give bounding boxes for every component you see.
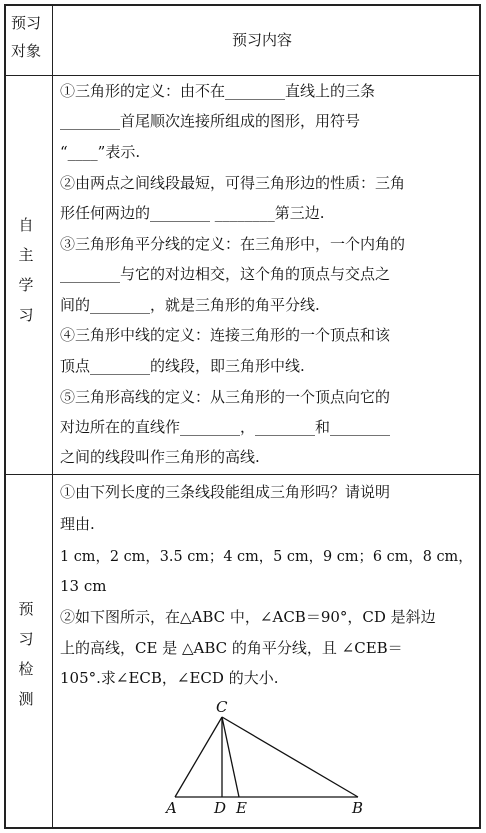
section1-line: ②由两点之间线段最短，可得三角形边的性质：三角	[60, 174, 406, 192]
section2-line: 上的高线，CE 是 △ABC 的角平分线，且 ∠CEB＝	[60, 639, 403, 657]
table-border-right	[479, 4, 481, 828]
section1-label-char: 主	[18, 246, 34, 264]
header-title: 预习内容	[232, 31, 293, 49]
section2-line: 1 cm，2 cm，3.5 cm；4 cm，5 cm，9 cm；6 cm，8 cm，	[60, 547, 473, 565]
section2-line: ②如下图所示，在△ABC 中，∠ACB＝90°，CD 是斜边	[60, 608, 436, 626]
section1-line: ①三角形的定义：由不在________直线上的三条	[60, 82, 376, 100]
section1-line: ④三角形中线的定义：连接三角形的一个顶点和该	[60, 326, 391, 344]
section2-line: 理由.	[60, 515, 95, 533]
header-left-line1: 预习	[11, 14, 42, 32]
side-cb	[222, 717, 358, 797]
section1-line: 间的________，就是三角形的角平分线.	[60, 296, 320, 314]
section2-line: 105°.求∠ECB，∠ECD 的大小.	[60, 669, 279, 687]
side-ac	[175, 717, 222, 797]
section2-label-char: 检	[18, 660, 34, 678]
section1-label-char: 习	[18, 306, 34, 324]
point-label-d: D	[214, 799, 227, 817]
section1-line: ________与它的对边相交，这个角的顶点与交点之	[60, 265, 391, 283]
section1-line: 之间的线段叫作三角形的高线.	[60, 448, 260, 466]
section1-label	[5, 210, 47, 330]
section2-line: 13 cm	[60, 577, 107, 595]
vertex-label-a: A	[166, 799, 177, 817]
column-divider	[52, 4, 53, 828]
bisector-ce	[222, 717, 239, 797]
section-divider	[4, 474, 481, 475]
vertex-label-c: C	[216, 698, 228, 716]
section1-line: 形任何两边的________ ________第三边.	[60, 204, 325, 222]
section2-label-char: 测	[18, 690, 34, 708]
section1-label-char: 自	[18, 216, 34, 234]
section2-label	[5, 594, 47, 714]
header-left-line2: 对象	[11, 42, 42, 60]
section2-label-char: 预	[18, 600, 34, 618]
vertex-label-b: B	[352, 799, 364, 817]
section2-label-char: 习	[18, 630, 34, 648]
section1-line: ⑤三角形高线的定义：从三角形的一个顶点向它的	[60, 388, 391, 406]
table-border-bottom	[4, 827, 481, 829]
section1-line: “____”表示.	[60, 143, 141, 161]
section1-line: ________首尾顺次连接所组成的图形，用符号	[60, 112, 361, 130]
point-label-e: E	[236, 799, 247, 817]
table-border-top	[4, 4, 481, 6]
header-divider	[4, 75, 481, 76]
section1-line: ③三角形角平分线的定义：在三角形中，一个内角的	[60, 235, 406, 253]
section1-label-char: 学	[18, 276, 34, 294]
section1-line: 对边所在的直线作________，________和________	[60, 418, 391, 436]
section1-line: 顶点________的线段，即三角形中线.	[60, 357, 305, 375]
section2-line: ①由下列长度的三条线段能组成三角形吗？请说明	[60, 483, 391, 501]
